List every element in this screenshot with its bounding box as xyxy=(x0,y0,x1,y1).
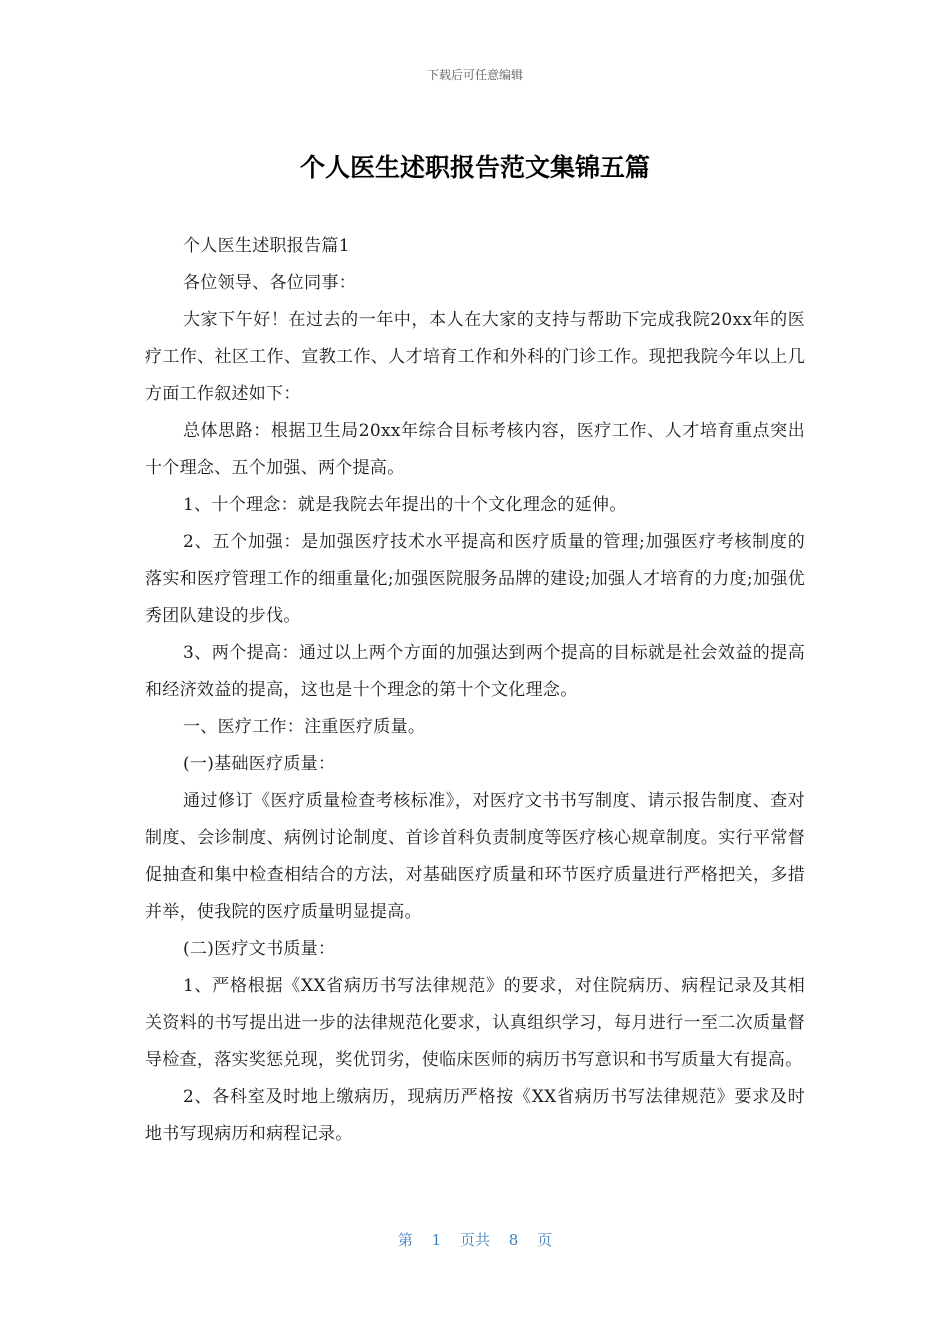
body-paragraph: 2、各科室及时地上缴病历，现病历严格按《XX省病历书写法律规范》要求及时地书写现病历和病程记录。 xyxy=(145,1087,805,1144)
subsection-heading: (二)医疗文书质量： xyxy=(183,939,336,959)
salutation: 各位领导、各位同事： xyxy=(183,273,356,293)
body-paragraph: 通过修订《医疗质量检查考核标准》，对医疗文书书写制度、请示报告制度、查对制度、会诊制度、病例讨论制度、首诊首科负责制度等医疗核心规章制度。实行平常督促抽查和集中检查相结合的方法，对基础医疗质量和环节医疗质量进行严格把关，多措并举，使我院的医疗质量明显提高。 xyxy=(145,791,805,922)
total-pages-number: 8 xyxy=(508,1231,519,1249)
page-label-prefix: 第 xyxy=(397,1231,413,1249)
page-header-note: 下载后可任意编辑 xyxy=(426,68,523,82)
body-paragraph: 总体思路：根据卫生局20xx年综合目标考核内容，医疗工作、人才培育重点突出十个理念、五个加强、两个提高。 xyxy=(145,421,805,478)
current-page-number: 1 xyxy=(431,1231,442,1249)
body-paragraph: 3、两个提高：通过以上两个方面的加强达到两个提高的目标就是社会效益的提高和经济效益的提高，这也是十个理念的第十个文化理念。 xyxy=(145,643,805,700)
subsection-heading: 一、医疗工作：注重医疗质量。 xyxy=(183,717,426,737)
body-paragraph: 大家下午好！在过去的一年中，本人在大家的支持与帮助下完成我院20xx年的医疗工作、社区工作、宣教工作、人才培育工作和外科的门诊工作。现把我院今年以上几方面工作叙述如下： xyxy=(145,310,805,404)
body-paragraph: 2、五个加强：是加强医疗技术水平提高和医疗质量的管理;加强医疗考核制度的落实和医疗管理工作的细重量化;加强医院服务品牌的建设;加强人才培育的力度;加强优秀团队建设的步伐。 xyxy=(145,532,805,626)
subsection-heading: (一)基础医疗质量： xyxy=(183,754,336,774)
page-footer xyxy=(0,1229,950,1250)
document-title: 个人医生述职报告范文集锦五篇 xyxy=(299,153,650,182)
document-body xyxy=(145,228,805,1153)
page-label-middle: 页共 xyxy=(459,1231,490,1249)
body-paragraph: 1、十个理念：就是我院去年提出的十个文化理念的延伸。 xyxy=(183,495,627,515)
page-label-suffix: 页 xyxy=(537,1231,553,1249)
body-paragraph: 1、严格根据《XX省病历书写法律规范》的要求，对住院病历、病程记录及其相关资料的书写提出进一步的法律规范化要求，认真组织学习，每月进行一至二次质量督导检查，落实奖惩兑现，奖优罚劣，使临床医师的病历书写意识和书写质量大有提高。 xyxy=(145,976,805,1070)
section-heading: 个人医生述职报告篇1 xyxy=(183,236,350,256)
